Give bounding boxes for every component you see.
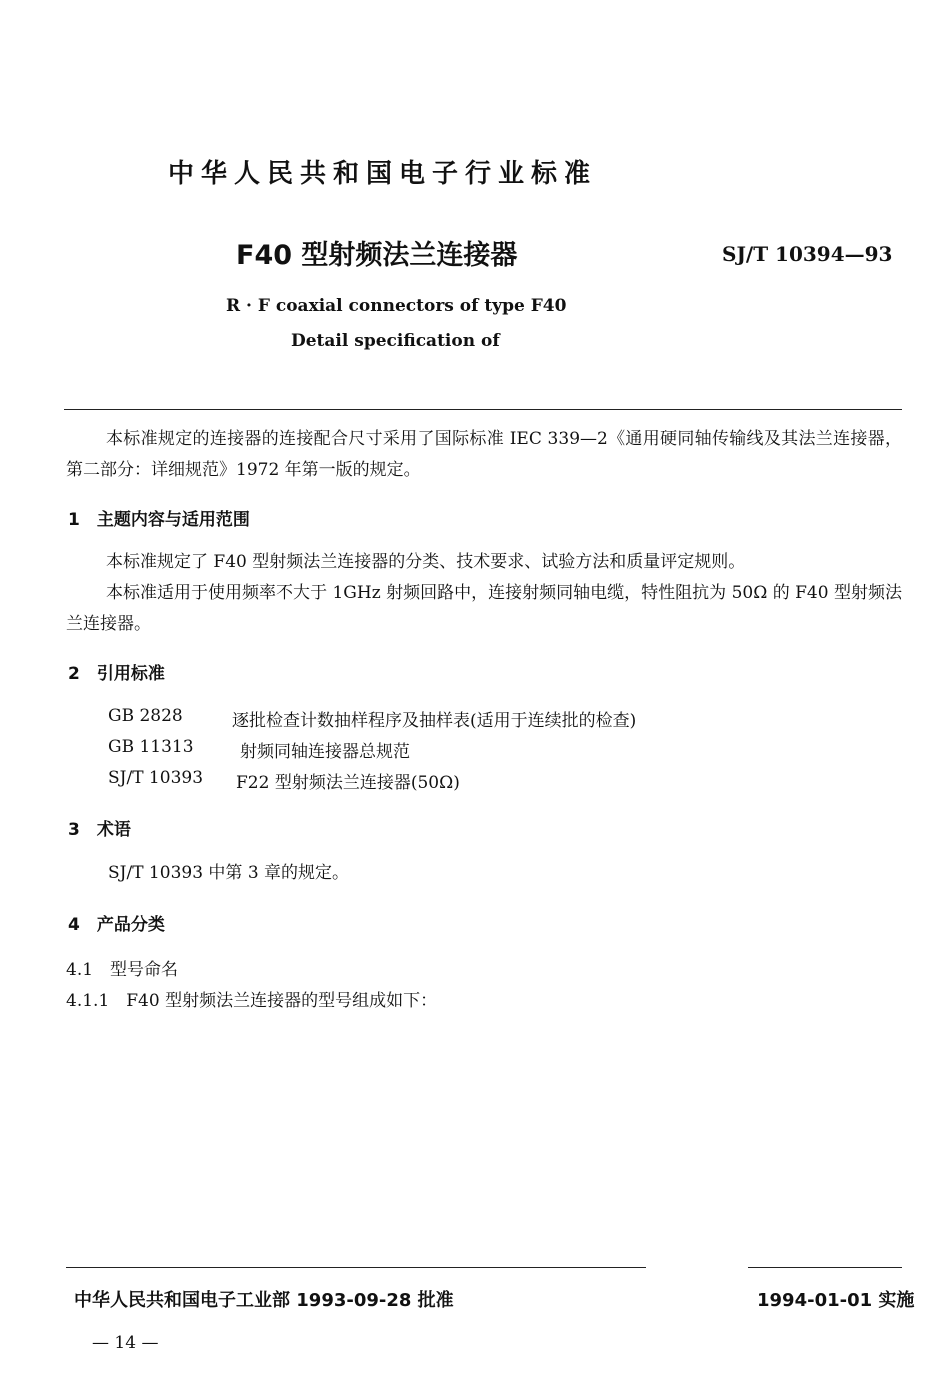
reference-code: GB 2828 — [108, 706, 183, 726]
standard-number: SJ/T 10394—93 — [722, 242, 893, 266]
header-divider — [64, 409, 902, 410]
document-title: F40 型射频法兰连接器 — [236, 240, 518, 271]
footer-divider-left — [66, 1267, 646, 1268]
section-3-paragraph: SJ/T 10393 中第 3 章的规定。 — [108, 863, 350, 883]
section-3-heading: 3 术语 — [68, 820, 131, 840]
reference-code: GB 11313 — [108, 737, 194, 757]
reference-code: SJ/T 10393 — [108, 768, 204, 788]
subsection-4-1-1-text: 4.1.1 F40 型射频法兰连接器的型号组成如下： — [66, 991, 438, 1011]
english-title-line-2: Detail specification of — [291, 331, 500, 351]
english-title-line-1: R · F coaxial connectors of type F40 — [226, 296, 567, 316]
footer-divider-right — [748, 1267, 902, 1268]
section-2-heading: 2 引用标准 — [68, 664, 165, 684]
reference-title: 逐批检查计数抽样程序及抽样表(适用于连续批的检查) — [232, 711, 637, 731]
effective-date: 1994-01-01 实施 — [757, 1290, 915, 1311]
page-number: — 14 — — [92, 1333, 159, 1353]
section-1-paragraph-2: 本标准适用于使用频率不大于 1GHz 射频回路中，连接射频同轴电缆，特性阻抗为 50Ω 的 F40 型射频法兰连接器。 — [66, 583, 902, 634]
intro-paragraph: 本标准规定的连接器的连接配合尺寸采用了国际标准 IEC 339—2《通用硬同轴传输线及其法兰连接器，第二部分：详细规范》1972 年第一版的规定。 — [66, 429, 902, 480]
reference-title: 射频同轴连接器总规范 — [240, 742, 410, 762]
section-4-heading: 4 产品分类 — [68, 915, 165, 935]
reference-title: F22 型射频法兰连接器(50Ω) — [236, 773, 460, 793]
section-1-paragraph-1: 本标准规定了 F40 型射频法兰连接器的分类、技术要求、试验方法和质量评定规则。 — [106, 552, 746, 572]
issuing-body-header: 中华人民共和国电子行业标准 — [168, 159, 598, 189]
section-1-heading: 1 主题内容与适用范围 — [68, 510, 250, 530]
approval-statement: 中华人民共和国电子工业部 1993-09-28 批准 — [74, 1290, 454, 1311]
subsection-4-1-heading: 4.1 型号命名 — [66, 960, 179, 980]
